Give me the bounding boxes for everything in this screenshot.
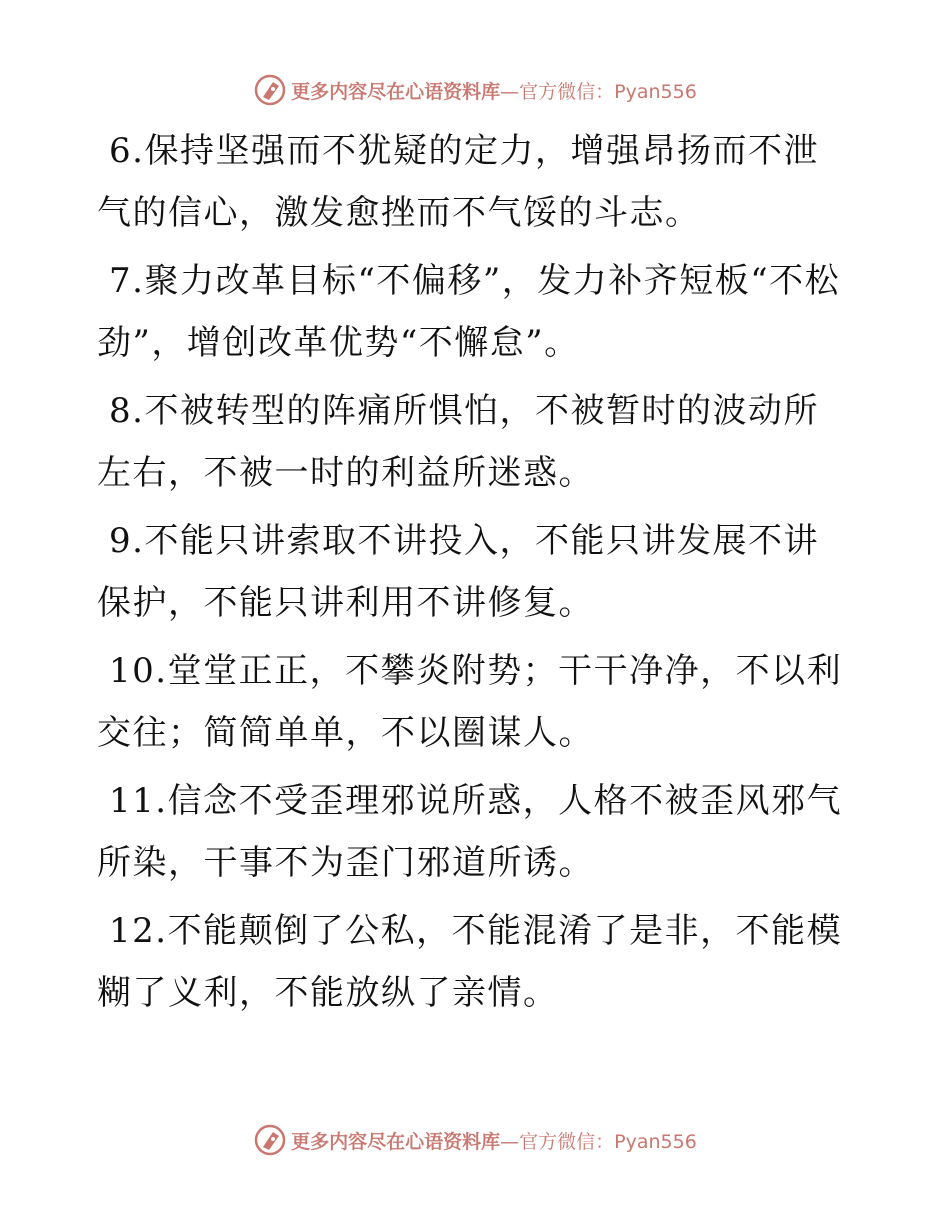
- list-item: 9.不能只讲索取不讲投入，不能只讲发展不讲保护，不能只讲利用不讲修复。: [97, 521, 819, 623]
- document-body: [97, 120, 847, 1030]
- list-item: 11.信念不受歪理邪说所惑，人格不被歪风邪气所染，干事不为歪门邪道所诱。: [97, 781, 843, 883]
- pen-nib-logo-icon: [253, 1123, 287, 1157]
- list-item: 12.不能颠倒了公私，不能混淆了是非，不能模糊了义利，不能放纵了亲情。: [97, 911, 843, 1013]
- watermark-main-text: 更多内容尽在心语资料库: [291, 80, 501, 103]
- footer-watermark: [0, 1120, 950, 1160]
- list-item: 8.不被转型的阵痛所惧怕，不被暂时的波动所左右，不被一时的利益所迷惑。: [97, 391, 819, 493]
- watermark-sub-text: —官方微信：Pyan556: [500, 1130, 697, 1153]
- pen-nib-logo-icon: [253, 73, 287, 107]
- list-item: 10.堂堂正正，不攀炎附势；干干净净，不以利交往；简简单单，不以圈谋人。: [97, 651, 843, 753]
- header-watermark: [0, 70, 950, 110]
- list-item: 6.保持坚强而不犹疑的定力，增强昂扬而不泄气的信心，激发愈挫而不气馁的斗志。: [97, 131, 819, 233]
- watermark-sub-text: —官方微信：Pyan556: [500, 80, 697, 103]
- watermark-main-text: 更多内容尽在心语资料库: [291, 1130, 501, 1153]
- list-item: 7.聚力改革目标“不偏移”，发力补齐短板“不松劲”，增创改革优势“不懈怠”。: [97, 261, 841, 363]
